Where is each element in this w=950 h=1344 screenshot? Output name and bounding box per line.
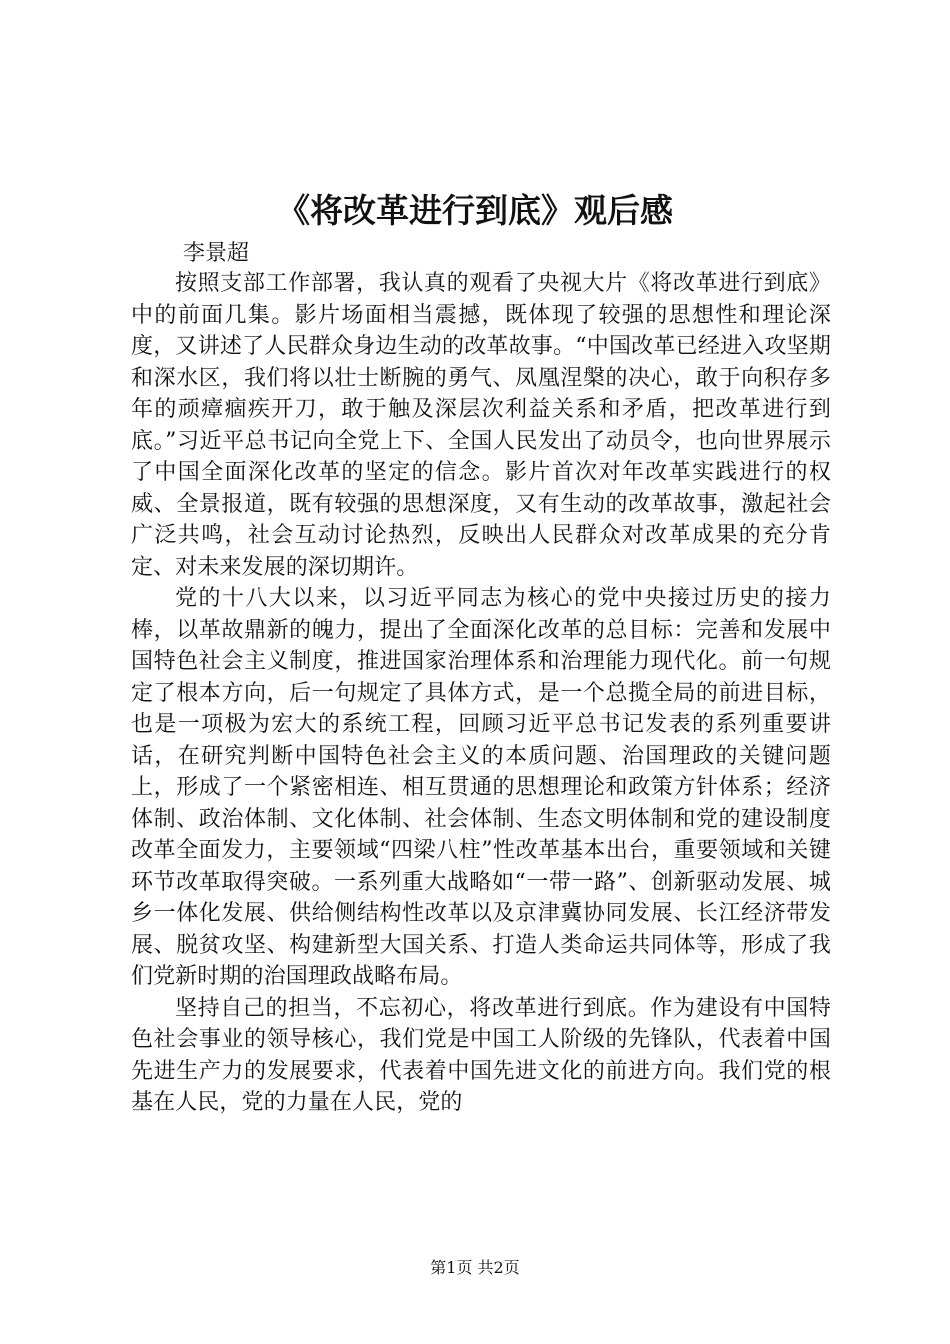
page-footer: 第1页 共2页 (430, 1258, 520, 1277)
author-name: 李景超 (183, 241, 250, 266)
document-title: 《将改革进行到底》观后感 (277, 191, 673, 230)
paragraph: 按照支部工作部署，我认真的观看了央视大片《将改革进行到底》中的前面几集。影片场面相当震撼，既体现了较强的思想性和理论深度，又讲述了人民群众身边生动的改革故事。“中国改革已经进入攻坚期和深水区，我们将以壮士断腕的勇气、凤凰涅槃的决心，敢于向积存多年的顽瘴痼疾开刀，敢于触及深层次利益关系和矛盾，把改革进行到底。”习近平总书记向全党上下、全国人民发出了动员令，也向世界展示了中国全面深化改革的坚定的信念。影片首次对年改革实践进行的权威、全景报道，既有较强的思想深度，又有生动的改革故事，激起社会广泛共鸣，社会互动讨论热烈，反映出人民群众对改革成果的充分肯定、对未来发展的深切期许。 (131, 271, 831, 580)
paragraph: 坚持自己的担当，不忘初心，将改革进行到底。作为建设有中国特色社会事业的领导核心，我们党是中国工人阶级的先锋队，代表着中国先进生产力的发展要求，代表着中国先进文化的前进方向。我们党的根基在人民，党的力量在人民，党的 (131, 995, 831, 1115)
document-body (131, 268, 831, 1119)
paragraph: 党的十八大以来，以习近平同志为核心的党中央接过历史的接力棒，以革故鼎新的魄力，提出了全面深化改革的总目标：完善和发展中国特色社会主义制度，推进国家治理体系和治理能力现代化。前一句规定了根本方向，后一句规定了具体方式，是一个总揽全局的前进目标，也是一项极为宏大的系统工程，回顾习近平总书记发表的系列重要讲话，在研究判断中国特色社会主义的本质问题、治国理政的关键问题上，形成了一个紧密相连、相互贯通的思想理论和政策方针体系；经济体制、政治体制、文化体制、社会体制、生态文明体制和党的建设制度改革全面发力，主要领域“四梁八柱”性改革基本出台，重要领域和关键环节改革取得突破。一系列重大战略如“一带一路”、创新驱动发展、城乡一体化发展、供给侧结构性改革以及京津冀协同发展、长江经济带发展、脱贫攻坚、构建新型大国关系、打造人类命运共同体等，形成了我们党新时期的治国理政战略布局。 (131, 586, 831, 989)
